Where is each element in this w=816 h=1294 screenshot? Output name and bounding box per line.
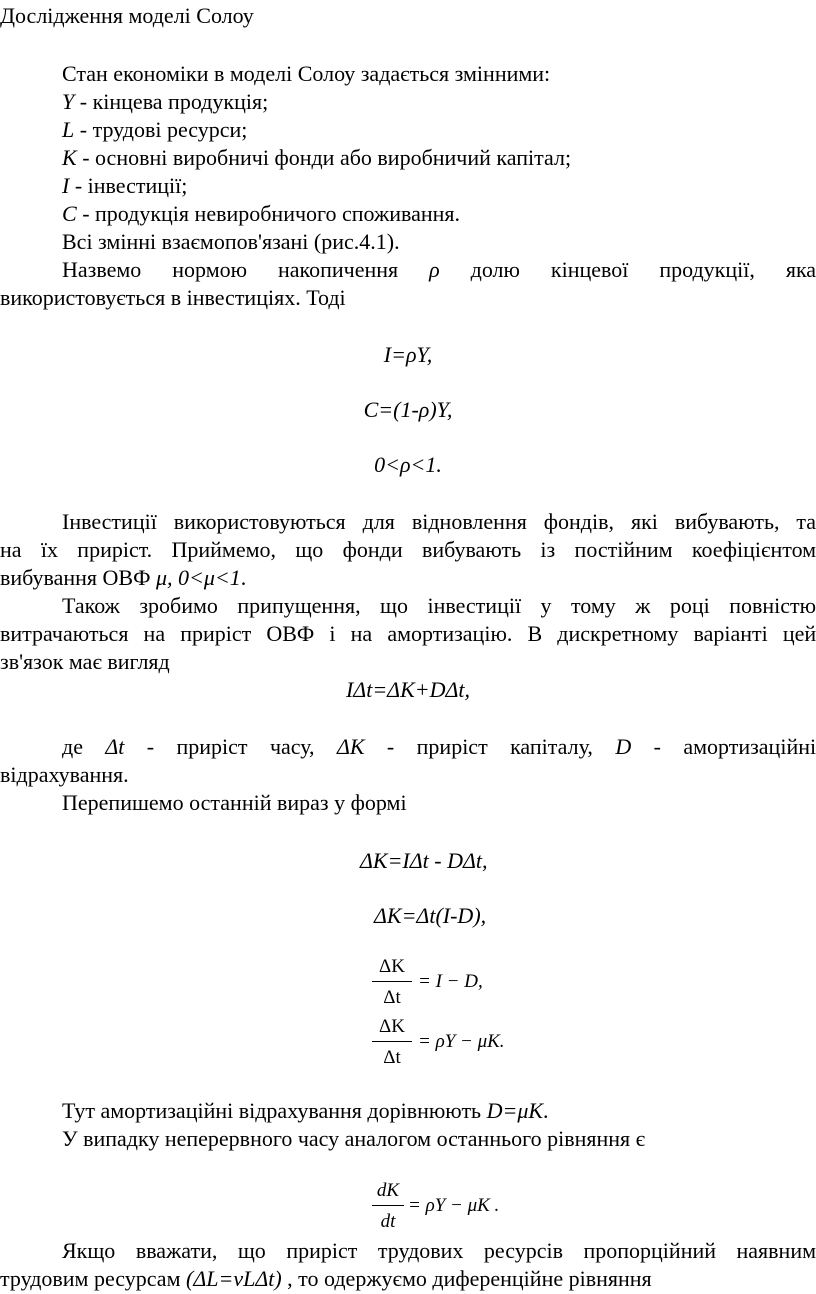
paragraph-6: Тут амортизаційні відрахування дорівнюють D=μK.: [62, 1098, 549, 1123]
var-symbol: Y: [62, 89, 75, 114]
paragraph-1-line-1: Назвемо нормою накопичення ρ долю кінцевої продукції, яка: [62, 257, 816, 282]
var-symbol: I: [62, 173, 70, 198]
paragraph-3-line-2: витрачаються на приріст ОВФ і на амортизацію. В дискретному варіанті цей: [0, 621, 816, 646]
var-description: - кінцева продукція;: [74, 89, 269, 114]
fraction-rhs: = I − D,: [418, 971, 483, 992]
intro-line: Стан економіки в моделі Солоу задається змінними:: [62, 61, 551, 86]
paragraph-3-line-3: зв'язок має вигляд: [0, 649, 170, 674]
fraction-bar: [372, 981, 412, 982]
paragraph-5: Перепишемо останній вираз у формі: [62, 790, 407, 815]
paragraph-1-line-2: використовується в інвестиціях. Тоді: [0, 285, 346, 310]
var-line-y: [62, 91, 268, 113]
fraction-rhs: = ρY − μK .: [408, 1195, 500, 1216]
fraction-numerator: ΔK: [379, 1016, 405, 1037]
fraction-denominator: Δt: [383, 987, 401, 1008]
fraction-denominator: dt: [380, 1211, 396, 1232]
var-symbol: K: [62, 145, 77, 170]
equation-investment: I=ρY,: [383, 342, 433, 367]
equation-rho-bounds: 0<ρ<1.: [374, 452, 442, 477]
equation-delta-k-1: ΔK=IΔt - DΔt,: [360, 848, 488, 873]
paragraph-8-line-2: трудовим ресурсам (ΔL=νLΔt) , то одержуємо диференційне рівняння: [0, 1266, 652, 1291]
fraction-denominator: Δt: [383, 1047, 401, 1068]
document-title: Дослідження моделі Солоу: [0, 3, 254, 28]
fraction-bar: [372, 1041, 412, 1042]
fraction-numerator: dK: [376, 1180, 400, 1201]
paragraph-2-line-1: Інвестиції використовуються для відновлення фондів, які вибувають, та: [62, 509, 816, 534]
paragraph-4-line-1: де Δt - приріст часу, ΔK - приріст капіталу, D - амортизаційні: [62, 734, 816, 759]
relation-line: Всі змінні взаємопов'язані (рис.4.1).: [62, 229, 400, 254]
var-description: - трудові ресурси;: [74, 117, 248, 142]
paragraph-2-line-2: на їх приріст. Приймемо, що фонди вибувають із постійним коефіцієнтом: [0, 537, 816, 562]
fraction-bar: [372, 1205, 404, 1206]
var-description: - продукція невиробничого споживання.: [76, 201, 461, 226]
fraction-equation-1: [370, 956, 510, 1012]
fraction-equation-2: [370, 1016, 530, 1072]
paragraph-8-line-1: Якщо вважати, що приріст трудових ресурсів пропорційний наявним: [62, 1238, 816, 1263]
var-line-l: [62, 119, 247, 141]
equation-consumption: C=(1-ρ)Y,: [363, 397, 453, 422]
var-line-c: [62, 203, 460, 225]
paragraph-2-line-3: вибування ОВФ μ, 0<μ<1.: [0, 565, 247, 590]
var-symbol: C: [62, 201, 77, 226]
paragraph-4-line-2: відрахування.: [0, 762, 129, 787]
var-symbol: L: [62, 117, 75, 142]
var-description: - основні виробничі фонди або виробничий капітал;: [76, 145, 572, 170]
fraction-rhs: = ρY − μK.: [418, 1031, 505, 1052]
var-description: - інвестиції;: [69, 173, 188, 198]
paragraph-3-line-1: Також зробимо припущення, що інвестиції у тому ж році повністю: [62, 593, 816, 618]
var-line-i: [62, 175, 187, 197]
equation-discrete-balance: IΔt=ΔK+DΔt,: [345, 677, 471, 702]
fraction-numerator: ΔK: [379, 956, 405, 977]
paragraph-7: У випадку неперервного часу аналогом останнього рівняння є: [62, 1126, 646, 1151]
var-line-k: [62, 147, 571, 169]
equation-delta-k-2: ΔK=Δt(I-D),: [374, 903, 487, 928]
fraction-equation-3: [372, 1180, 532, 1236]
